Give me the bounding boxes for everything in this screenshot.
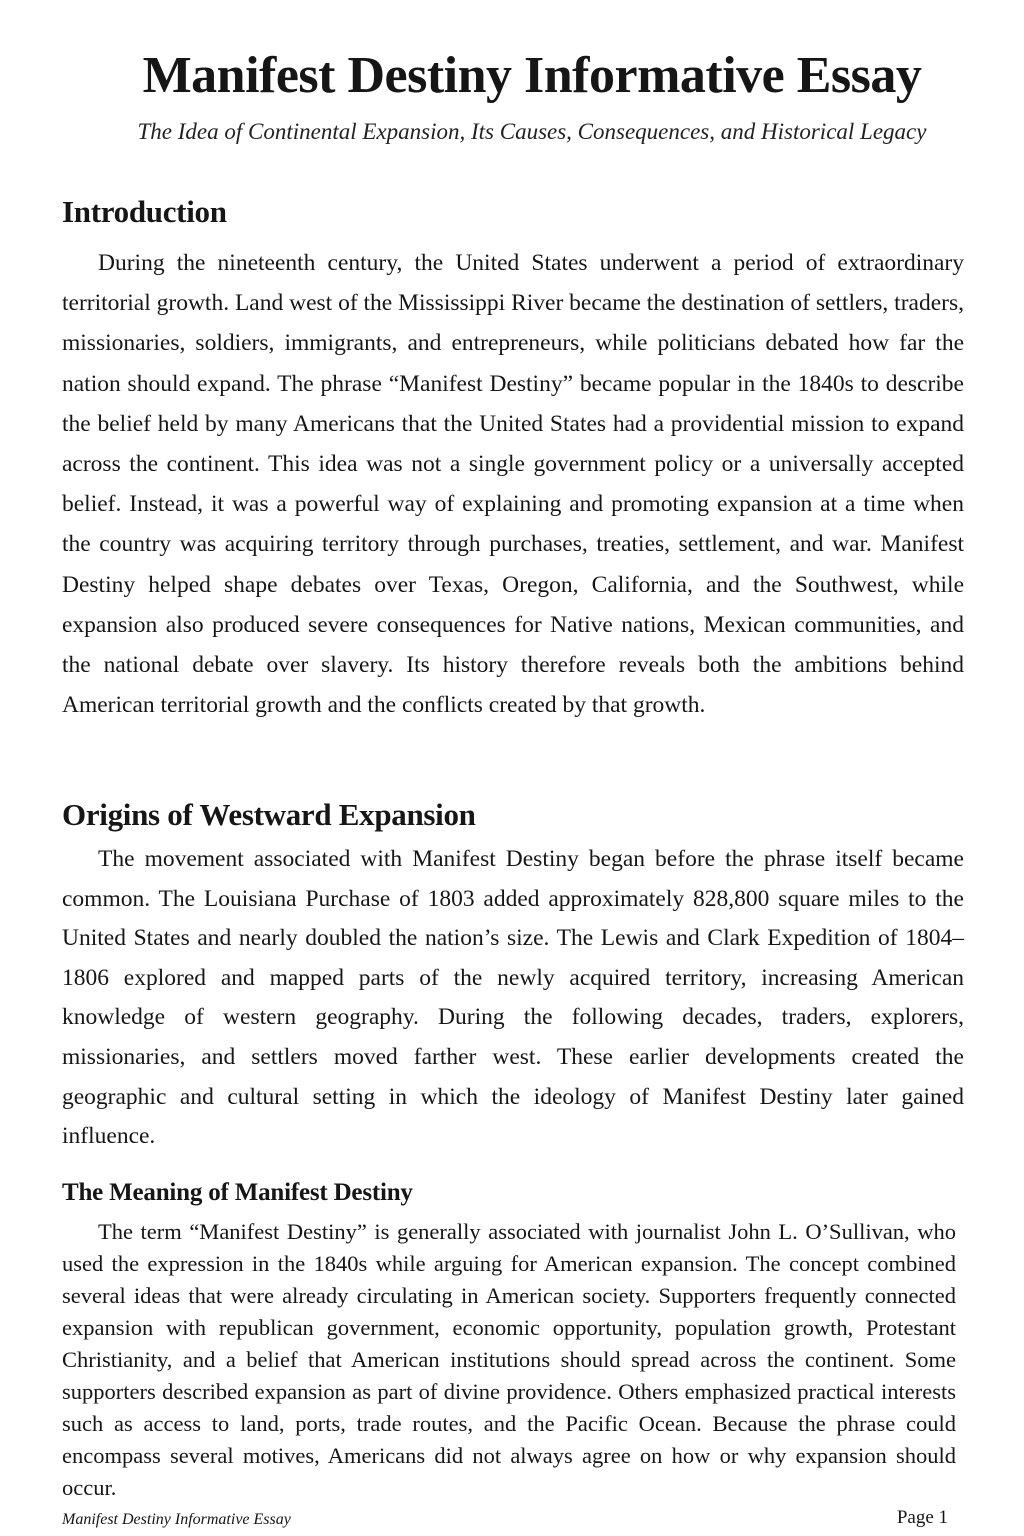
document-subtitle: The Idea of Continental Expansion, Its Causes, Consequences, and Historical Legacy — [137, 119, 927, 144]
section-heading-introduction: Introduction — [62, 194, 227, 229]
footer-running-title: Manifest Destiny Informative Essay — [62, 1511, 291, 1528]
introduction-paragraph: During the nineteenth century, the United States underwent a period of extraordinary territorial growth. Land west of the Mississippi River became the destination of settlers, traders, missionaries, soldiers, immigrants, and entrepreneurs, while politicians debated how far the nation should expand. The phrase “Manifest Destiny” became popular in the 1840s to describe the belief held by many Americans that the United States had a providential mission to expand across the continent. This idea was not a single government policy or a universally accepted belief. Instead, it was a powerful way of explaining and promoting expansion at a time when the country was acquiring territory through purchases, treaties, settlement, and war. Manifest Destiny helped shape debates over Texas, Oregon, California, and the Southwest, while expansion also produced severe consequences for Native nations, Mexican communities, and the national debate over slavery. Its history therefore reveals both the ambitions behind American territorial growth and the conflicts created by that growth. — [62, 250, 964, 719]
section-heading-origins: Origins of Westward Expansion — [62, 797, 476, 832]
section-heading-meaning: The Meaning of Manifest Destiny — [62, 1179, 413, 1206]
origins-paragraph: The movement associated with Manifest Destiny began before the phrase itself became common. The Louisiana Purchase of 1803 added approximately 828,800 square miles to the United States and nearly doubled the nation’s size. The Lewis and Clark Expedition of 1804–1806 explored and mapped parts of the newly acquired territory, increasing American knowledge of western geography. During the following decades, traders, explorers, missionaries, and settlers moved farther west. These earlier developments created the geographic and cultural setting in which the ideology of Manifest Destiny later gained influence. — [62, 846, 964, 1150]
meaning-paragraph: The term “Manifest Destiny” is generally associated with journalist John L. O’Sullivan, who used the expression in the 1840s while arguing for American expansion. The concept combined several ideas that were already circulating in American society. Supporters frequently connected expansion with republican government, economic opportunity, population growth, Protestant Christianity, and a belief that American institutions should spread across the continent. Some supporters described expansion as part of divine providence. Others emphasized practical interests such as access to land, ports, trade routes, and the Pacific Ocean. Because the phrase could encompass several motives, Americans did not always agree on how or why expansion should occur. — [62, 1219, 956, 1500]
document-title: Manifest Destiny Informative Essay — [142, 47, 922, 104]
page-number: Page 1 — [896, 1507, 948, 1528]
